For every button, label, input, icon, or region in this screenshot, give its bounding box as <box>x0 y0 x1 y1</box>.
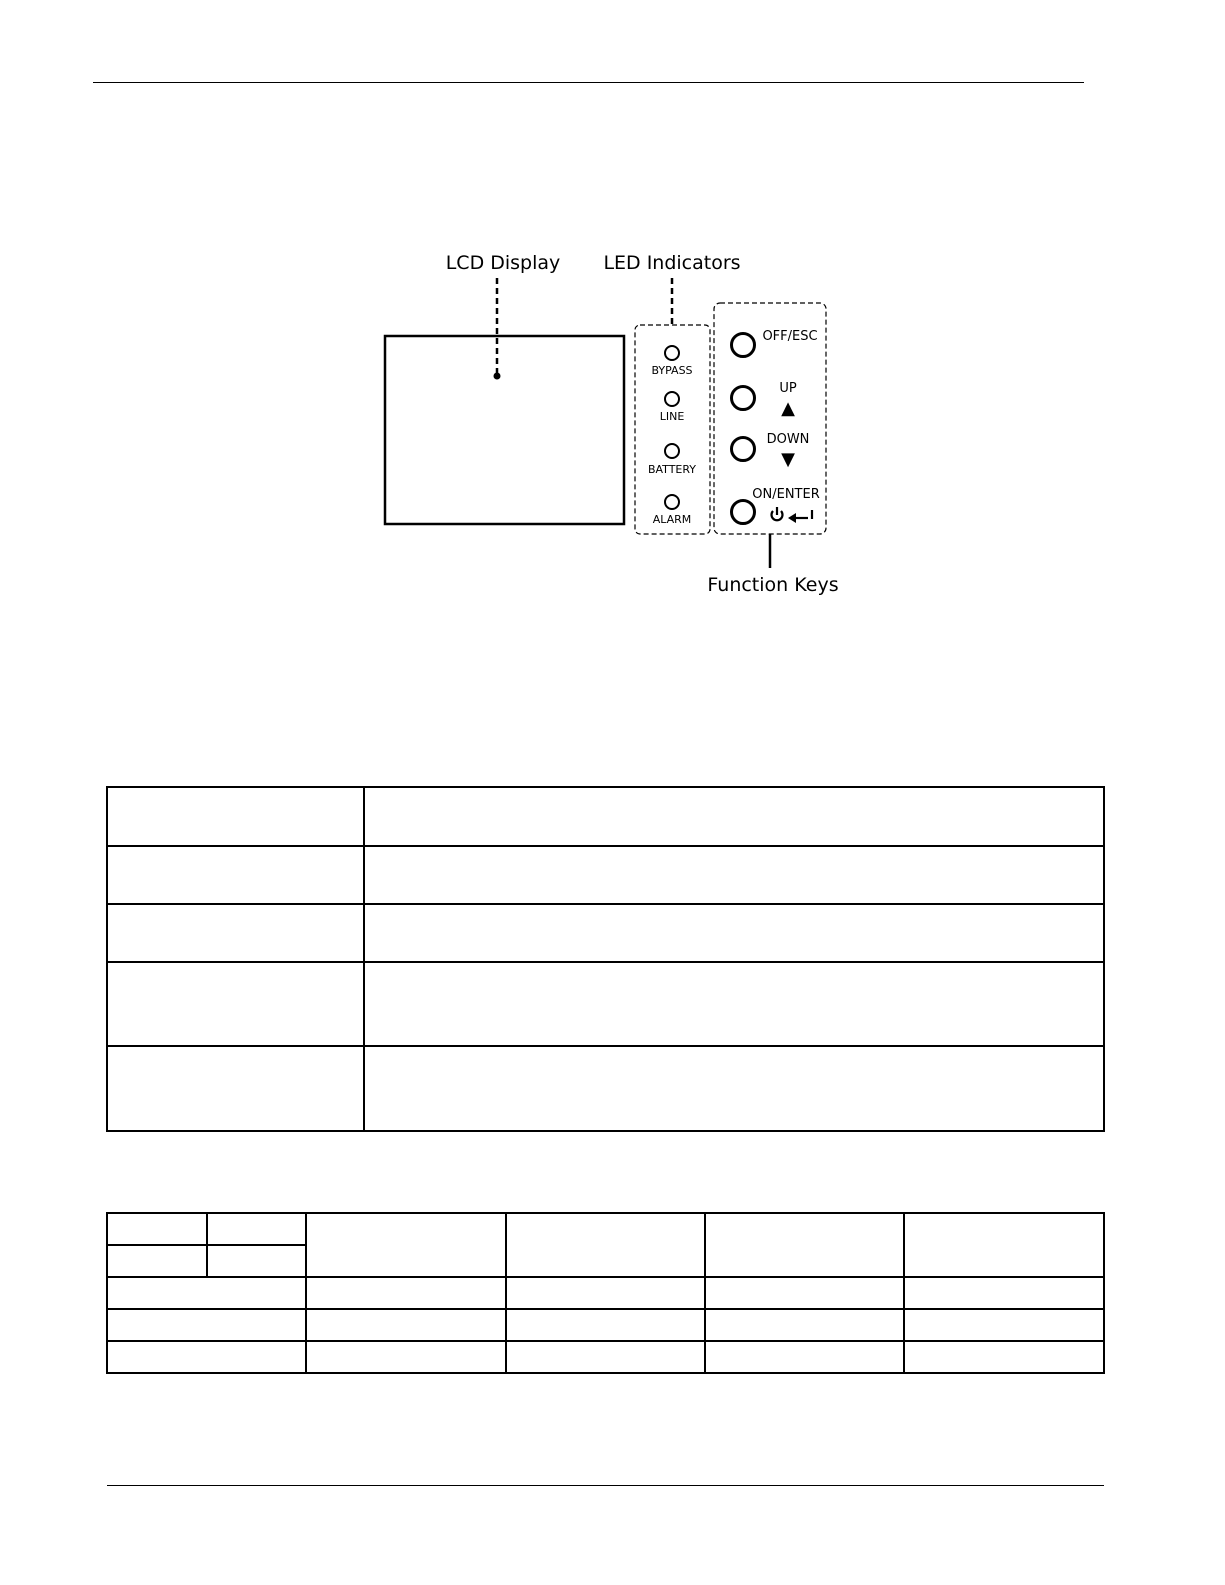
down-label: DOWN <box>766 432 810 447</box>
control-panel-diagram <box>370 240 850 614</box>
lcd-display-box <box>385 336 624 524</box>
table-cell <box>107 787 364 846</box>
down-button <box>732 438 755 461</box>
table-row <box>107 787 1104 846</box>
table-row <box>107 962 1104 1046</box>
table-cell <box>364 962 1104 1046</box>
table-cell <box>107 1309 306 1341</box>
led-alarm-icon <box>665 495 679 509</box>
table-header-cell <box>705 1213 904 1277</box>
table-cell <box>107 904 364 962</box>
header-rule <box>93 82 1084 83</box>
table-cell <box>306 1309 506 1341</box>
function-key-table <box>106 786 1105 1132</box>
table-cell <box>364 904 1104 962</box>
power-icon <box>772 507 783 520</box>
led-battery-icon <box>665 444 679 458</box>
up-button <box>732 387 755 410</box>
table-cell <box>107 846 364 904</box>
led-line-label: LINE <box>659 410 685 423</box>
table-cell <box>506 1277 705 1309</box>
table-cell <box>107 1046 364 1131</box>
table-row <box>107 904 1104 962</box>
down-arrow-icon: ▼ <box>781 449 795 470</box>
table-cell <box>705 1277 904 1309</box>
table-row <box>107 1309 1104 1341</box>
table-cell <box>364 846 1104 904</box>
off-esc-label: OFF/ESC <box>762 329 818 344</box>
lcd-display-label: LCD Display <box>445 252 561 274</box>
table-cell <box>506 1341 705 1373</box>
table-row <box>107 1277 1104 1309</box>
on-enter-label: ON/ENTER <box>752 487 820 502</box>
led-line-icon <box>665 392 679 406</box>
table-header-cell <box>207 1213 306 1245</box>
led-bypass-label: BYPASS <box>651 364 693 377</box>
up-arrow-icon: ▲ <box>781 398 795 419</box>
table-cell <box>506 1309 705 1341</box>
led-battery-label: BATTERY <box>647 463 697 476</box>
led-alarm-label: ALARM <box>652 513 692 526</box>
table-cell <box>364 1046 1104 1131</box>
table-cell <box>107 1277 306 1309</box>
footer-rule <box>107 1485 1104 1486</box>
led-group-frame <box>635 325 710 534</box>
table-cell <box>107 1341 306 1373</box>
table-cell <box>904 1341 1104 1373</box>
table-row <box>107 1046 1104 1131</box>
function-keys-label: Function Keys <box>707 574 839 596</box>
enter-arrow-icon <box>788 510 812 523</box>
lcd-leader-dot <box>494 373 501 380</box>
off-esc-button <box>732 334 755 357</box>
table-header-cell <box>904 1213 1104 1277</box>
table-cell <box>705 1341 904 1373</box>
table-cell <box>904 1277 1104 1309</box>
led-bypass-icon <box>665 346 679 360</box>
table-header-cell <box>306 1213 506 1277</box>
on-enter-button <box>732 501 755 524</box>
led-status-table <box>106 1212 1105 1374</box>
table-cell <box>306 1277 506 1309</box>
table-header-cell <box>207 1245 306 1277</box>
led-indicators-label: LED Indicators <box>603 252 741 274</box>
table-cell <box>364 787 1104 846</box>
table-row <box>107 846 1104 904</box>
table-header-cell <box>107 1245 207 1277</box>
table-cell <box>904 1309 1104 1341</box>
table-header-row <box>107 1213 1104 1245</box>
table-header-cell <box>506 1213 705 1277</box>
control-panel-svg <box>370 240 850 610</box>
up-label: UP <box>779 381 797 396</box>
table-cell <box>107 962 364 1046</box>
table-cell <box>705 1309 904 1341</box>
table-cell <box>306 1341 506 1373</box>
table-row <box>107 1341 1104 1373</box>
table-header-cell <box>107 1213 207 1245</box>
